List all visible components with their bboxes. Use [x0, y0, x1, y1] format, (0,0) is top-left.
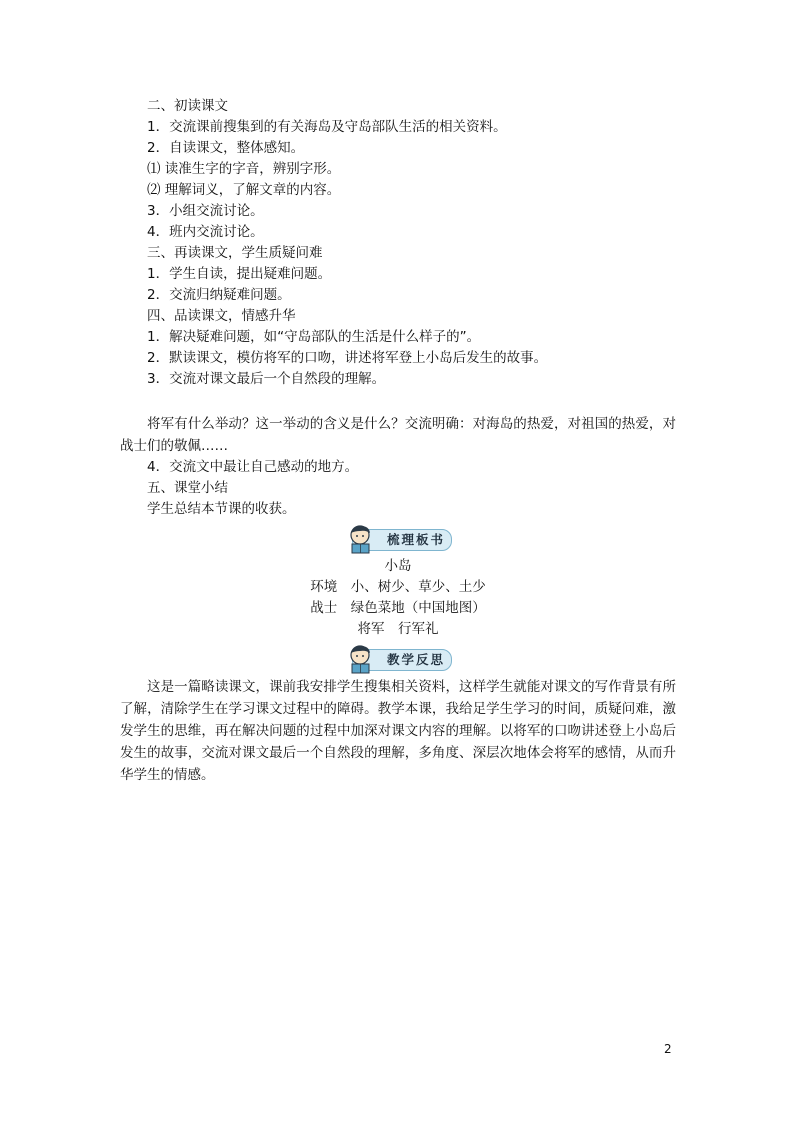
list-item: ⑴ 读准生字的字音，辨别字形。: [147, 161, 341, 177]
board-label: 梳理板书: [387, 532, 446, 547]
list-item: 3．交流对课文最后一个自然段的理解。: [147, 371, 386, 387]
list-item: 2．自读课文，整体感知。: [147, 140, 305, 156]
student-reading-icon: [344, 642, 378, 676]
reflection-label: 教学反思: [387, 652, 446, 667]
spacer: [120, 390, 676, 413]
section-heading: 四、品读课文，情感升华: [147, 308, 296, 324]
board-title: 小岛: [384, 558, 412, 574]
page-number: 2: [664, 1042, 672, 1056]
list-item: 2．默读课文，模仿将军的口吻，讲述将军登上小岛后发生的故事。: [147, 350, 548, 366]
paragraph: 将军有什么举动？这一举动的含义是什么？交流明确：对海岛的热爱，对祖国的热爱，对战士们的敬佩……: [120, 416, 676, 454]
page-content: [120, 96, 676, 786]
section-heading: 二、初读课文: [147, 98, 228, 114]
section-heading: 三、再读课文，学生质疑问难: [147, 245, 323, 261]
list-item: 1．交流课前搜集到的有关海岛及守岛部队生活的相关资料。: [147, 119, 507, 135]
list-item: 1．学生自读，提出疑难问题。: [147, 266, 332, 282]
section-heading: 五、课堂小结: [147, 480, 228, 496]
board-row: 环境 小、树少、草少、土少: [310, 579, 486, 595]
summary-text: 学生总结本节课的收获。: [147, 501, 296, 517]
list-item: 1．解决疑难问题，如“守岛部队的生活是什么样子的”。: [147, 329, 481, 345]
reflection-paragraph: 这是一篇略读课文，课前我安排学生搜集相关资料，这样学生就能对课文的写作背景有所了解，清除学生在学习课文过程中的障碍。教学本课，我给足学生学习的时间，质疑问难，激发学生的思维，再在解决问题的过程中加深对课文内容的理解。以将军的口吻讲述登上小岛后发生的故事，交流对课文最后一个自然段的理解，多角度、深层次地体会将军的感情，从而升华学生的情感。: [120, 679, 676, 783]
list-item: 4．交流文中最让自己感动的地方。: [147, 459, 359, 475]
reflection-badge: [344, 642, 452, 674]
reflection-heading: [120, 640, 676, 676]
board-heading: [120, 520, 676, 556]
list-item: 4．班内交流讨论。: [147, 224, 264, 240]
list-item: ⑵ 理解词义，了解文章的内容。: [147, 182, 341, 198]
board-badge: [344, 522, 452, 554]
board-row: 战士 绿色菜地（中国地图）: [310, 600, 486, 616]
list-item: 2．交流归纳疑难问题。: [147, 287, 291, 303]
student-reading-icon: [344, 522, 378, 556]
list-item: 3．小组交流讨论。: [147, 203, 264, 219]
board-row: 将军 行军礼: [357, 621, 439, 637]
